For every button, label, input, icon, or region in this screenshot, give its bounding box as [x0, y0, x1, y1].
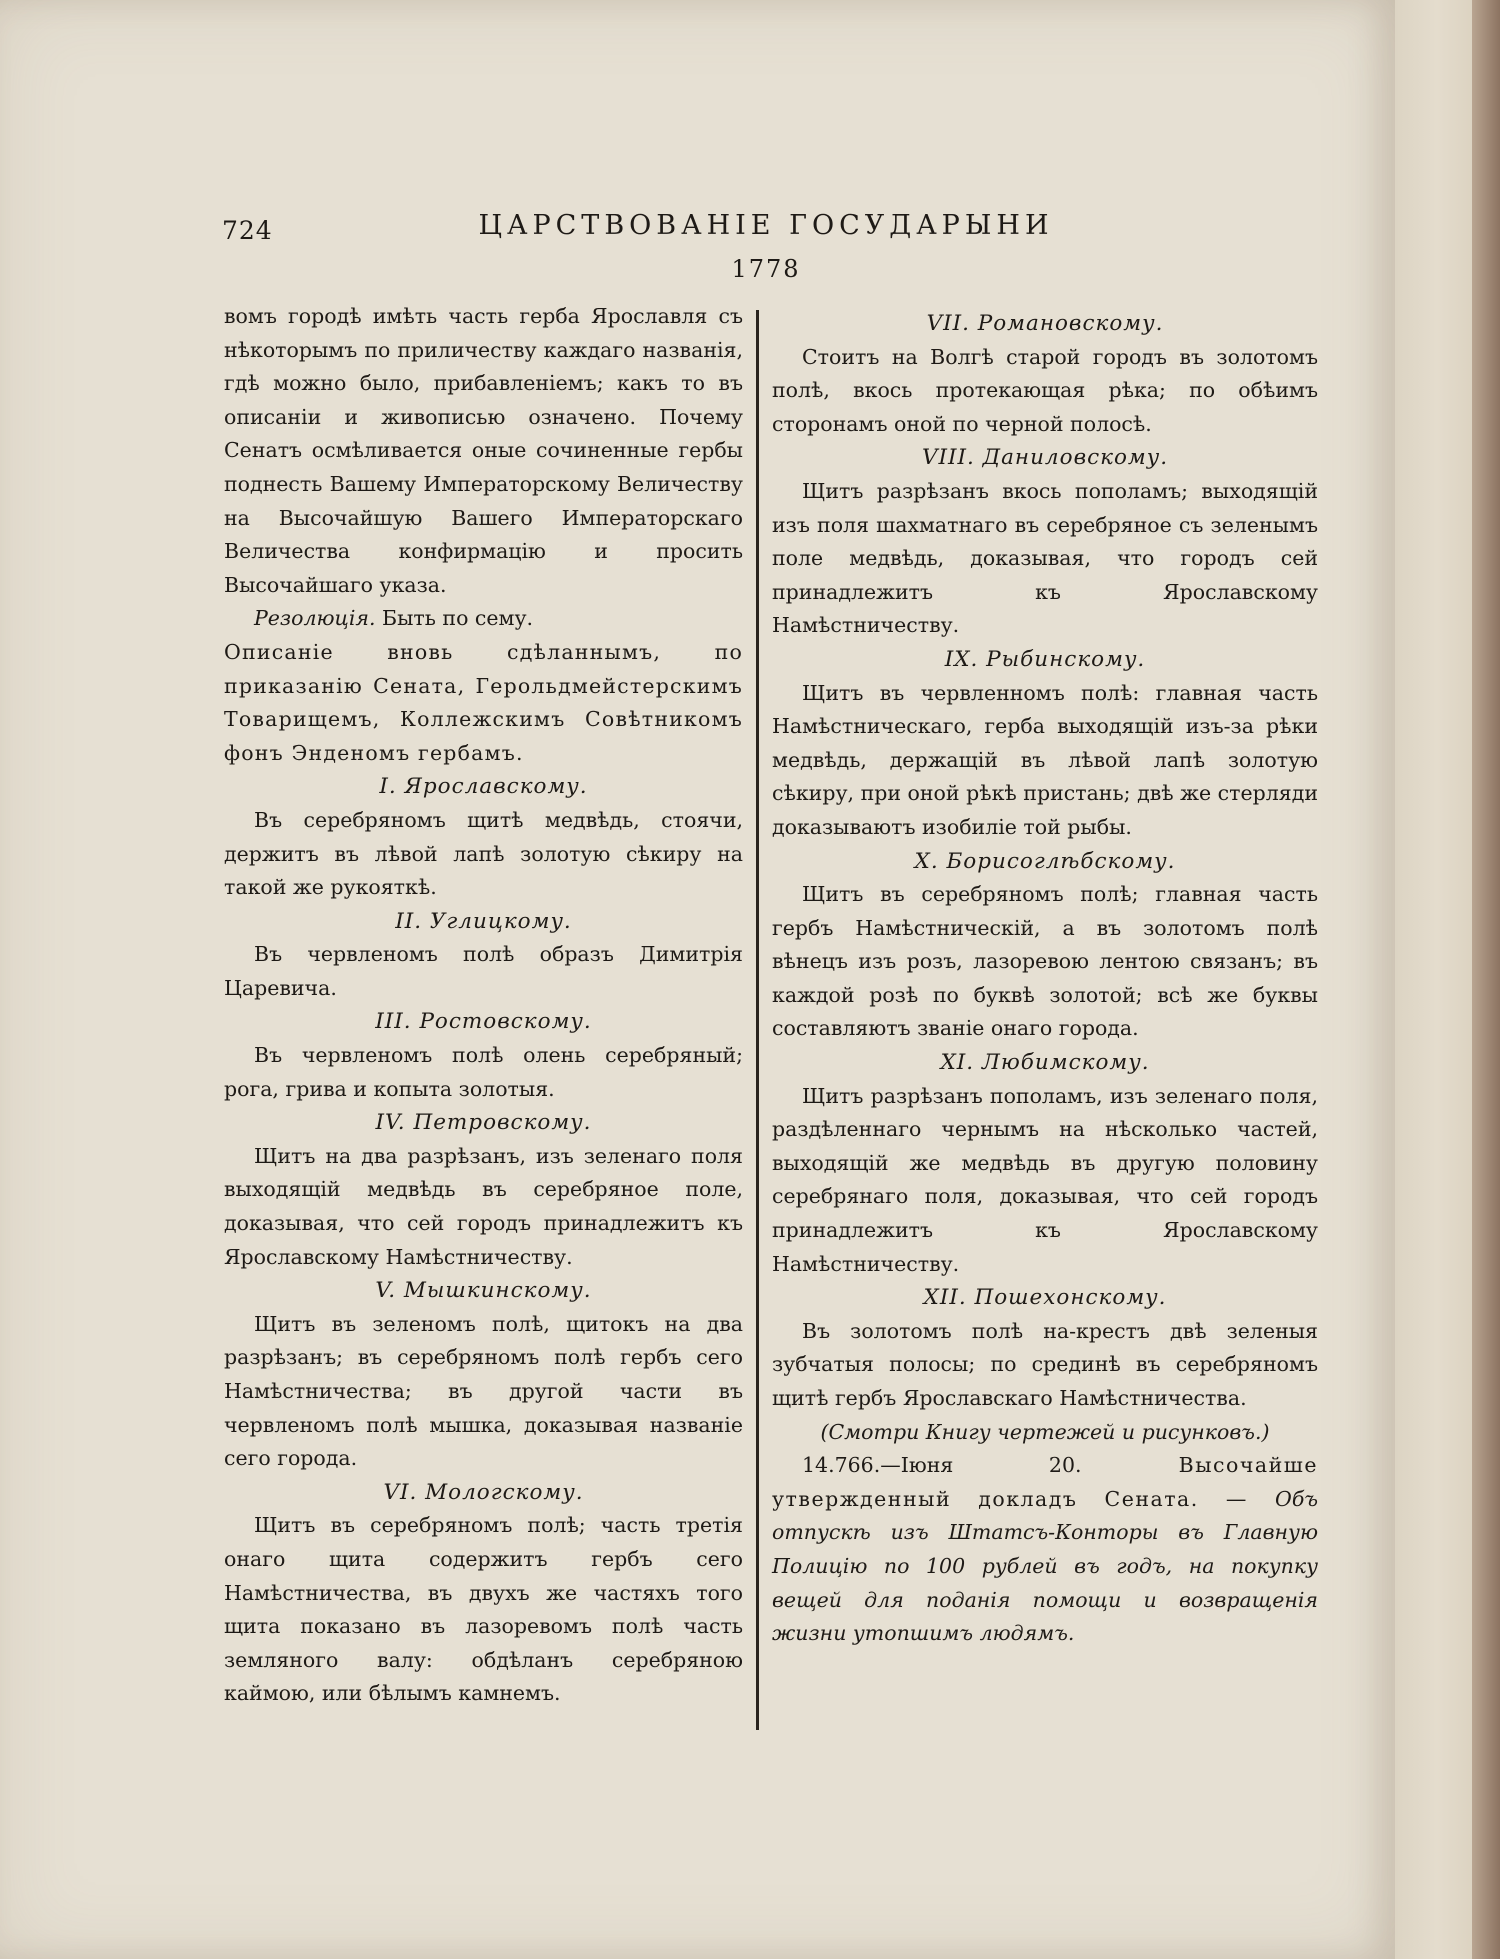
section-text: Щитъ въ червленномъ полѣ: главная часть Намѣстническаго, герба выходящій изъ-за рѣки медвѣдь, держащій въ лѣвой лапѣ золотую сѣкиру, при оной рѣкѣ пристань; двѣ же стерляди доказываютъ изобиліе той рыбы.	[772, 680, 1318, 839]
description-title: Описаніе вновь сдѣланнымъ, по приказанію Сената, Герольдмейстерскимъ Товарищемъ, Коллежскимъ Совѣтникомъ фонъ Энденомъ гербамъ.	[224, 639, 743, 765]
section-text: Щитъ въ серебряномъ полѣ; главная часть гербъ Намѣстническій, а въ золотомъ полѣ вѣнецъ изъ розъ, лазоревою лентою связанъ; въ каждой розѣ по буквѣ золотой; всѣ же буквы составляютъ званіе онаго города.	[772, 882, 1318, 1041]
section-text: Въ червленомъ полѣ олень серебряный; рога, грива и копыта золотыя.	[224, 1043, 743, 1101]
column-divider	[756, 310, 759, 1730]
section-heading: X. Борисоглѣбскому.	[914, 848, 1176, 874]
section-text: Щитъ въ зеленомъ полѣ, щитокъ на два разрѣзанъ; въ серебряномъ полѣ гербъ сего Намѣстничества; въ другой части въ червленомъ полѣ мышка, доказывая названіе сего города.	[224, 1311, 743, 1471]
resolution-text: Быть по сему.	[375, 606, 534, 631]
entry-title: Высочайше утвержденный докладъ Сената. —	[772, 1453, 1318, 1511]
section-heading: I. Ярославскому.	[379, 774, 588, 800]
entry-number: 14.766.	[802, 1453, 881, 1478]
section-heading: XI. Любимскому.	[940, 1050, 1150, 1076]
drawings-note: (Смотри Книгу чертежей и рисунковъ.)	[820, 1419, 1270, 1444]
year-heading: 1778	[731, 255, 801, 283]
section-text: Щитъ на два разрѣзанъ, изъ зеленаго поля выходящій медвѣдь въ серебряное поле, доказывая, что сей городъ принадлежитъ къ Ярославскому Намѣстничеству.	[224, 1143, 743, 1269]
page-header	[212, 210, 1320, 250]
section-heading: IX. Рыбинскому.	[944, 646, 1146, 672]
section-text: Щитъ въ серебряномъ полѣ; часть третія онаго щита содержитъ гербъ сего Намѣстничества, въ двухъ же частяхъ того щита показано въ лазоревомъ полѣ часть земляного валу: обдѣланъ серебряною каймою, или бѣлымъ камнемъ.	[224, 1513, 743, 1706]
section-heading: II. Углицкому.	[395, 908, 572, 934]
left-column	[224, 300, 743, 1711]
section-heading: XII. Пошехонскому.	[923, 1285, 1167, 1311]
section-heading: VIII. Даниловскому.	[921, 445, 1169, 471]
section-heading: VI. Мологскому.	[383, 1479, 584, 1505]
section-heading: VII. Романовскому.	[926, 311, 1164, 336]
section-text: Щитъ разрѣзанъ вкось пополамъ; выходящій изъ поля шахматнаго въ серебряное съ зеленымъ поле медвѣдь, доказывая, что городъ сей принадлежитъ къ Ярославскому Намѣстничеству.	[772, 478, 1318, 638]
section-text: Стоитъ на Волгѣ старой городъ въ золотомъ полѣ, вкось протекающая рѣка; по обѣимъ сторонамъ оной по черной полосѣ.	[772, 344, 1318, 436]
continued-paragraph: вомъ городѣ имѣть часть герба Ярославля съ нѣкоторымъ по приличеству каждаго названія, гдѣ можно было, прибавленіемъ; какъ то въ описаніи и живописью означено. Почему Сенатъ осмѣливается оные сочиненные гербы поднесть Вашему Императорскому Величеству на Высочайшую Вашего Императорскаго Величества конфирмацію и просить Высочайшаго указа.	[224, 304, 743, 597]
resolution-label: Резолюція.	[254, 606, 376, 631]
page-number: 724	[222, 216, 273, 245]
section-text: Въ золотомъ полѣ на-крестъ двѣ зеленыя зубчатыя полосы; по срединѣ въ серебряномъ щитѣ гербъ Ярославскаго Намѣстничества.	[772, 1318, 1318, 1410]
right-column	[772, 307, 1318, 1651]
running-title: ЦАРСТВОВАНІЕ ГОСУДАРЫНИ	[478, 210, 1054, 241]
entry-date: —Іюня 20.	[880, 1453, 1082, 1478]
section-text: Въ червленомъ полѣ образъ Димитрія Царевича.	[224, 942, 743, 1000]
entry-14766	[772, 1449, 1318, 1651]
section-text: Въ серебряномъ щитѣ медвѣдь, стоячи, держитъ въ лѣвой лапѣ золотую сѣкиру на такой же рукояткѣ.	[224, 807, 743, 900]
resolution	[224, 602, 743, 636]
section-heading: III. Ростовскому.	[375, 1009, 592, 1035]
entry-subject: Объ отпускѣ изъ Штатсъ-Конторы въ Главную Полицію по 100 рублей въ годъ, на покупку вещей для поданія помощи и возвращенія жизни утопшимъ людямъ.	[772, 1486, 1318, 1646]
section-heading: V. Мышкинскому.	[375, 1278, 592, 1304]
book-binding-edge	[1472, 0, 1500, 1959]
section-text: Щитъ разрѣзанъ пополамъ, изъ зеленаго поля, раздѣленнаго чернымъ на нѣсколько частей, выходящій же медвѣдь въ другую половину серебрянаго поля, доказывая, что сей городъ принадлежитъ къ Ярославскому Намѣстничеству.	[772, 1083, 1318, 1276]
section-heading: IV. Петровскому.	[375, 1110, 592, 1136]
